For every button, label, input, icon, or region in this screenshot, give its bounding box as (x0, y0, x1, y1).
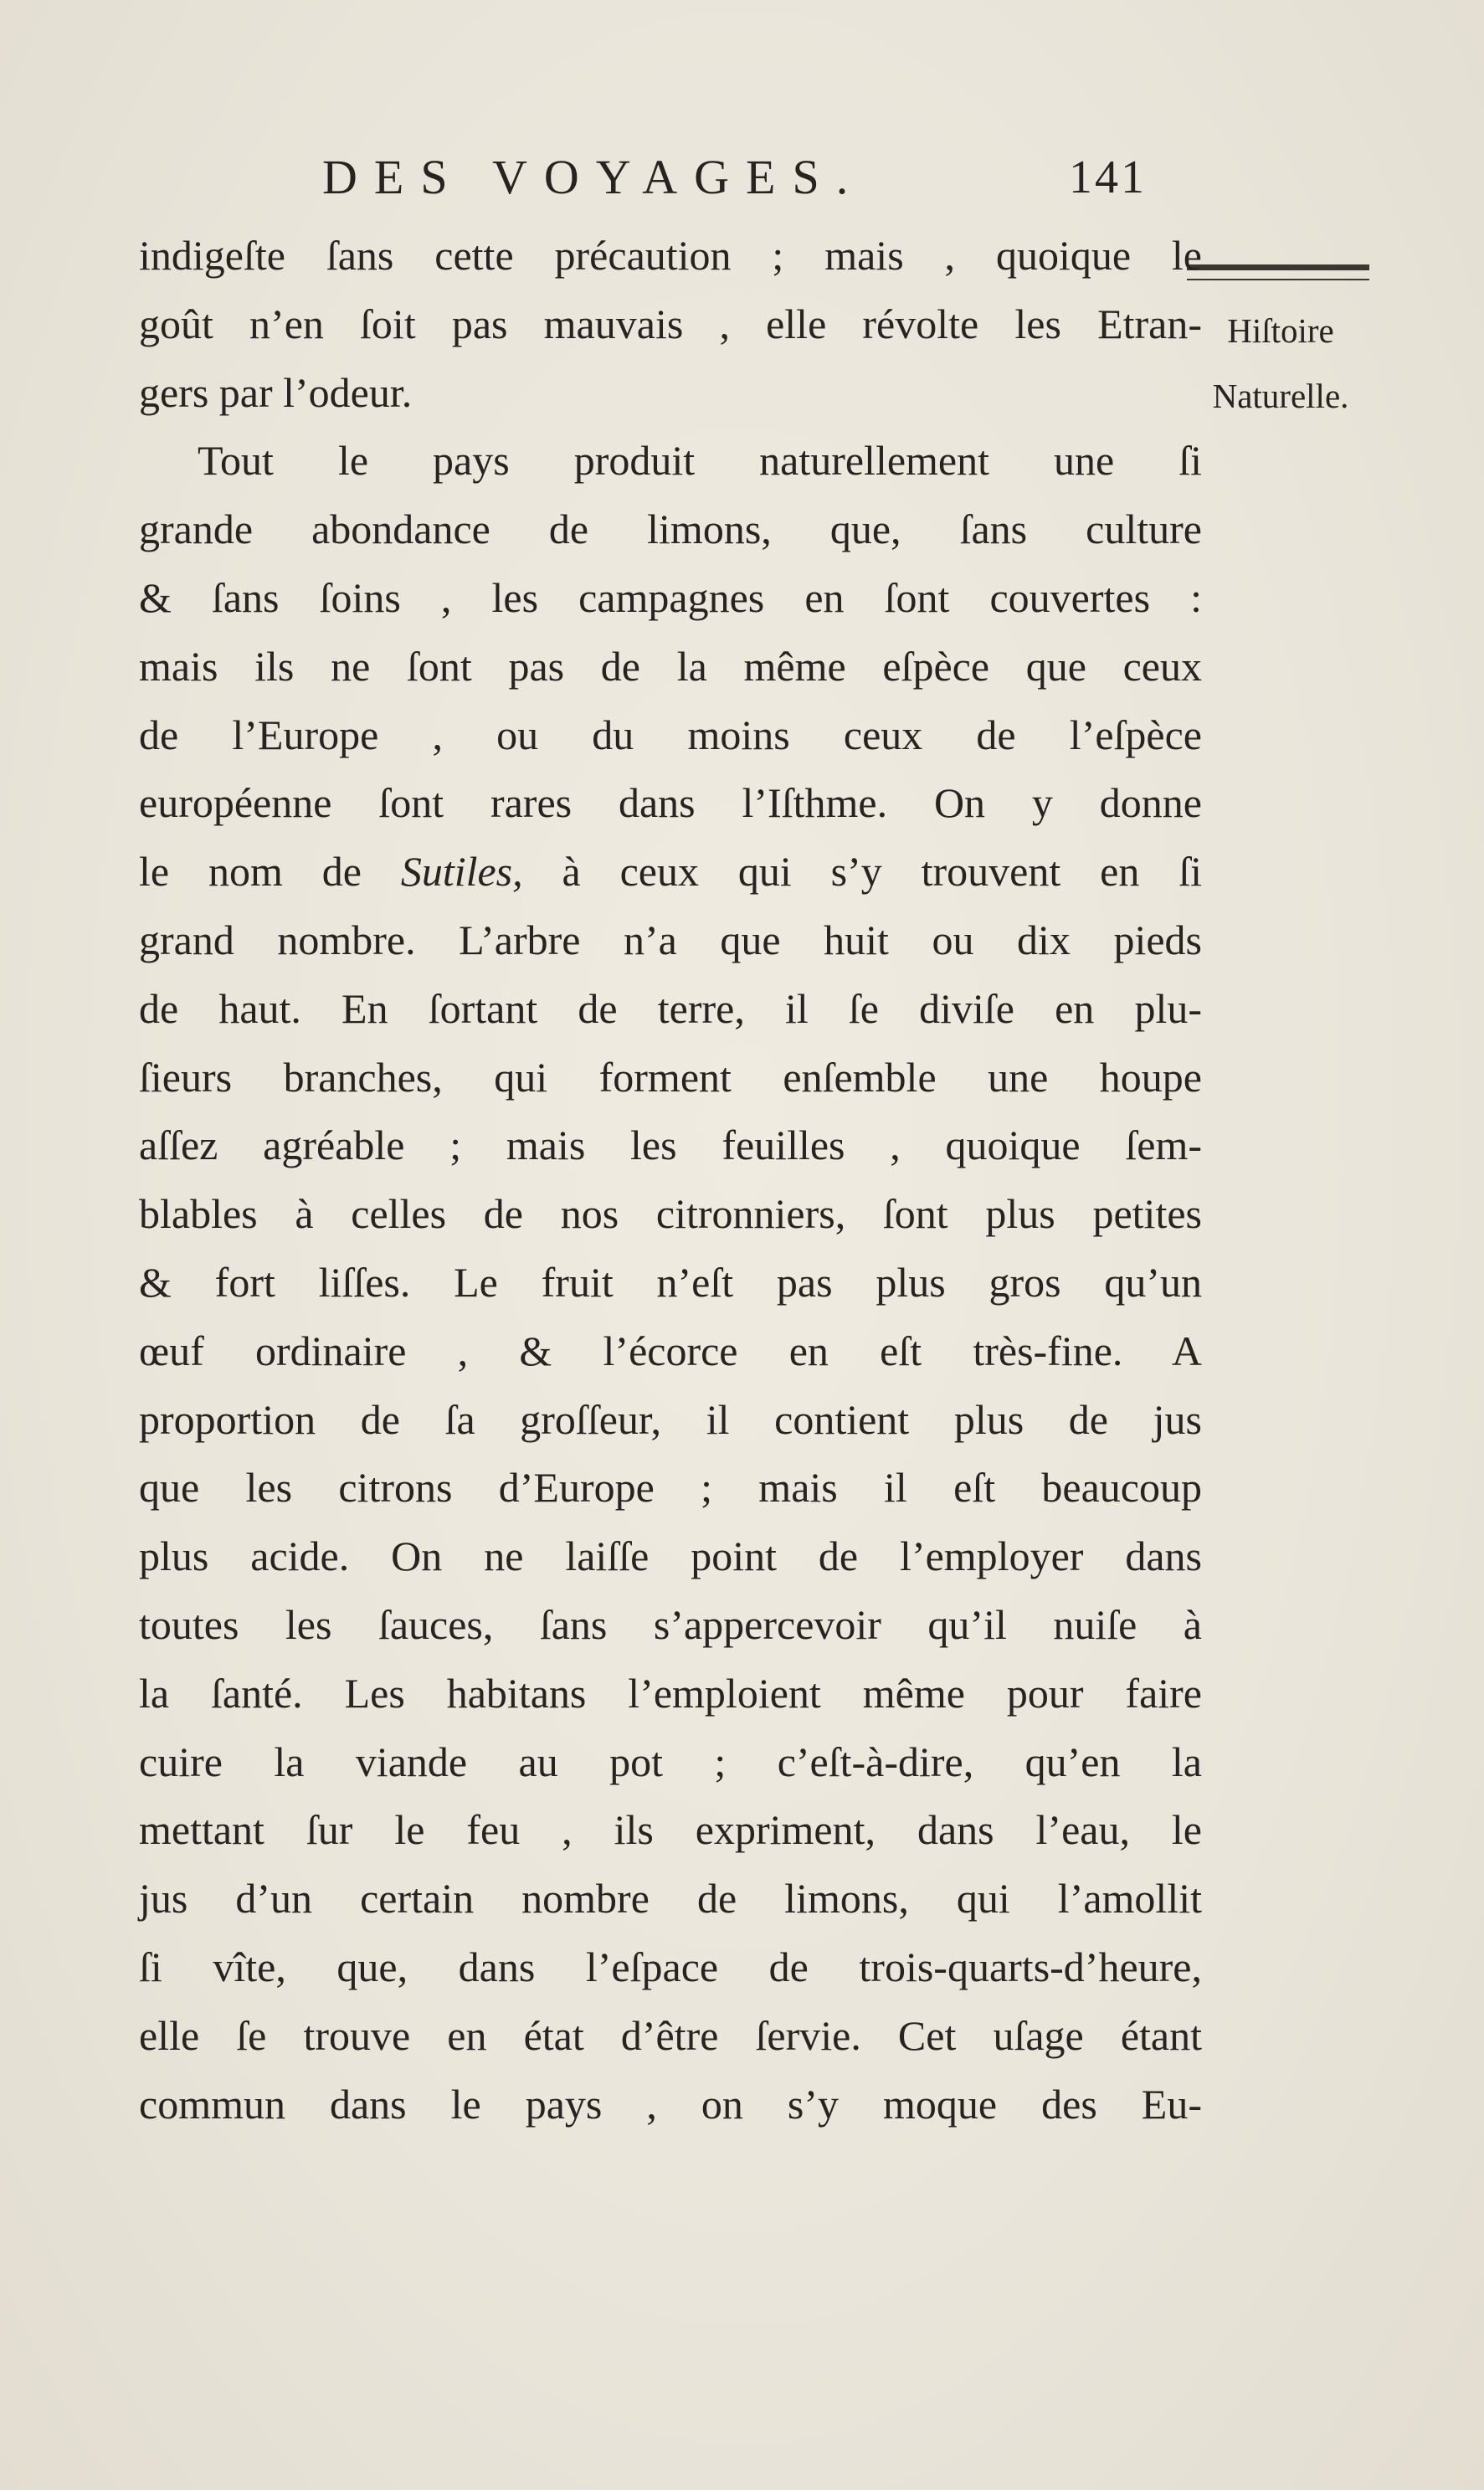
text-run: le nom de (139, 848, 401, 896)
text-line: Tout le pays produit naturellement une ſi (198, 437, 1202, 485)
text-line: jus d’un certain nombre de limons, qui l’amollit (139, 1875, 1202, 1923)
text-line: blables à celles de nos citronniers, ſont plus petites (139, 1190, 1202, 1238)
italic-term: Sutiles, (400, 848, 523, 896)
text-line: que les citrons d’Europe ; mais il eſt beaucoup (139, 1464, 1202, 1512)
text-run: à ceux qui s’y trouvent en ſi (522, 848, 1202, 896)
text-line (139, 838, 1202, 906)
text-line: de l’Europe , ou du moins ceux de l’eſpèce (139, 711, 1202, 758)
text-line: grand nombre. L’arbre n’a que huit ou dix pieds (139, 916, 1202, 963)
text-line: ſi vîte, que, dans l’eſpace de trois-quarts-d’heure, (139, 1943, 1202, 1990)
text-line: grande abondance de limons, que, ſans culture (139, 506, 1202, 553)
text-line: ſieurs branches, qui forment enſemble une houpe (139, 1053, 1202, 1101)
text-line: de haut. En ſortant de terre, il ſe diviſe en plu- (139, 984, 1202, 1032)
text-line: mais ils ne ſont pas de la même eſpèce que ceux (139, 642, 1202, 690)
text-line: européenne ſont rares dans l’Iſthme. On y donne (139, 779, 1202, 827)
text-line: mettant ſur le feu , ils expriment, dans l’eau, le (139, 1806, 1202, 1854)
margin-rule-thin (1187, 279, 1369, 280)
text-line: & ſans ſoins , les campagnes en ſont couvertes : (139, 573, 1202, 621)
text-line: proportion de ſa groſſeur, il contient plus de jus (139, 1395, 1202, 1443)
text-line: cuire la viande au pot ; c’eſt-à-dire, qu’en la (139, 1738, 1202, 1785)
margin-note (1180, 298, 1381, 429)
text-line: œuf ordinaire , & l’écorce en eſt très-fine. A (139, 1327, 1202, 1374)
text-line: commun dans le pays , on s’y moque des Eu- (139, 2080, 1202, 2128)
margin-note-line: Hiſtoire (1227, 311, 1334, 350)
text-line: aſſez agréable ; mais les feuilles , quoique ſem- (139, 1122, 1202, 1169)
text-line: gers par l’odeur. (139, 368, 413, 416)
text-line: la ſanté. Les habitans l’emploient même pour faire (139, 1669, 1202, 1717)
text-line: plus acide. On ne laiſſe point de l’employer dans (139, 1533, 1202, 1580)
margin-rule-thick (1187, 264, 1369, 270)
text-line: elle ſe trouve en état d’être ſervie. Cet uſage étant (139, 2011, 1202, 2059)
running-head: DES VOYAGES. (322, 150, 865, 204)
text-line: indigeſte ſans cette précaution ; mais , quoique le (139, 232, 1202, 279)
body-text (139, 222, 1202, 2138)
text-line: toutes les ſauces, ſans s’appercevoir qu’il nuiſe à (139, 1600, 1202, 1648)
margin-note-line: Naturelle. (1212, 377, 1349, 415)
text-line: & fort liſſes. Le fruit n’eſt pas plus gros qu’un (139, 1258, 1202, 1306)
text-line: goût n’en ſoit pas mauvais , elle révolte les Etran- (139, 300, 1202, 347)
page-number: 141 (1069, 151, 1147, 203)
